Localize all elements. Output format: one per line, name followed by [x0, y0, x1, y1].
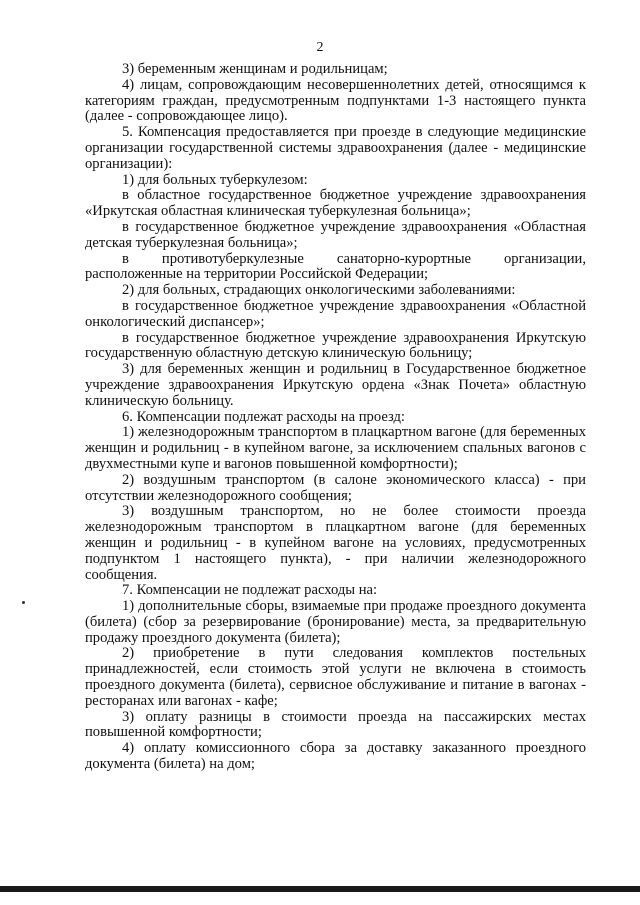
paragraph: 4) оплату комиссионного сбора за доставку заказанного проездного документа (билета) на дом;	[85, 740, 586, 773]
paragraph: в государственное бюджетное учреждение здравоохранения «Областная детская туберкулезная больница»;	[85, 218, 586, 251]
paragraph: 4) лицам, сопровождающим несовершеннолетних детей, относящимся к категориям граждан, предусмотренным подпунктами 1-3 настоящего пункта (далее - сопровождающее лицо).	[85, 76, 586, 125]
paragraph: 5. Компенсация предоставляется при проезде в следующие медицинские организации государственной системы здравоохранения (далее - медицинские организации):	[85, 124, 586, 172]
paragraph: 7. Компенсации не подлежат расходы на:	[122, 582, 378, 599]
paragraph: 3) воздушным транспортом, но не более стоимости проезда железнодорожным транспортом в плацкартном вагоне (для беременных женщин и родильниц - в купейном вагоне на условиях, предусмотренных подпунктом 1 настоящего пункта), - при наличии железнодорожного сообщения.	[85, 503, 586, 583]
paragraph: 6. Компенсации подлежат расходы на проезд:	[122, 408, 405, 425]
scan-speck	[22, 601, 25, 604]
paragraph: 1) дополнительные сборы, взимаемые при продаже проездного документа (билета) (сбор за резервирование (бронирование) места, за предварительную продажу проездного документа (билета);	[85, 598, 586, 646]
paragraph: в областное государственное бюджетное учреждение здравоохранения «Иркутская областная клиническая туберкулезная больница»;	[85, 187, 586, 220]
paragraph: 2) воздушным транспортом (в салоне экономического класса) - при отсутствии железнодорожного сообщения;	[85, 471, 586, 504]
paragraph: 1) железнодорожным транспортом в плацкартном вагоне (для беременных женщин и родильниц - в купейном вагоне, за исключением спальных вагонов с двухместными купе и вагонов повышенной комфортности);	[85, 424, 586, 472]
paragraph: 3) беременным женщинам и родильницам;	[122, 61, 388, 77]
paragraph: 3) оплату разницы в стоимости проезда на пассажирских местах повышенной комфортности;	[85, 708, 586, 741]
paragraph: в государственное бюджетное учреждение здравоохранения «Областной онкологический диспансер»;	[85, 297, 586, 330]
scan-edge-bar	[0, 886, 640, 892]
paragraph: 1) для больных туберкулезом:	[122, 171, 308, 188]
document-body	[85, 62, 586, 773]
paragraph: 2) приобретение в пути следования комплектов постельных принадлежностей, если стоимость этой услуги не включена в стоимость проездного документа (билета), сервисное обслуживание и питание в вагонах - ресторанах или вагонах - кафе;	[85, 645, 586, 709]
paragraph: в противотуберкулезные санаторно-курортные организации, расположенные на территории Российской Федерации;	[85, 250, 586, 283]
page-number: 2	[316, 40, 324, 55]
paragraph: 2) для больных, страдающих онкологическими заболеваниями:	[122, 282, 516, 299]
paragraph: в государственное бюджетное учреждение здравоохранения Иркутскую государственную областную детскую клиническую больницу;	[85, 329, 586, 362]
paragraph: 3) для беременных женщин и родильниц в Государственное бюджетное учреждение здравоохранения Иркутскую ордена «Знак Почета» областную клиническую больницу.	[85, 361, 586, 409]
